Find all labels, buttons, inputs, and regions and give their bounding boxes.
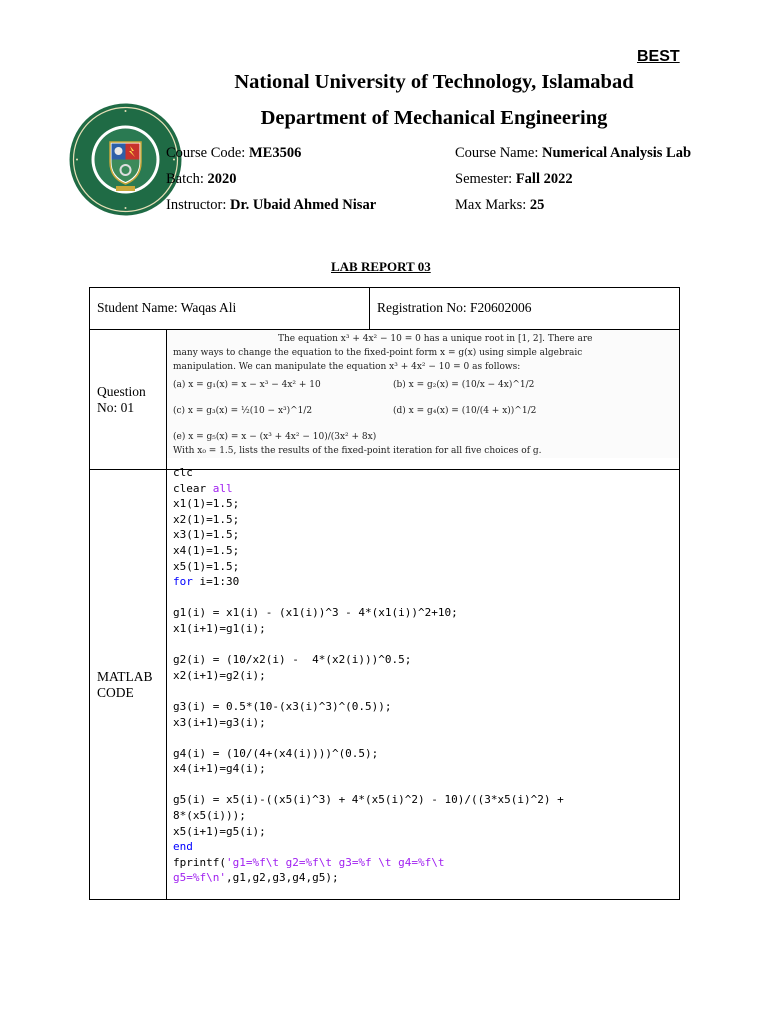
code-line: g4(i) = (10/(4+(x4(i))))^(0.5);	[173, 746, 379, 760]
code-line: g2(i) = (10/x2(i) - 4*(x2(i)))^0.5;	[173, 653, 412, 667]
option-a: (a) x = g₁(x) = x − x³ − 4x² + 10	[173, 380, 321, 390]
code-line: fprintf(	[173, 855, 226, 869]
code-keyword: all	[212, 481, 233, 495]
question-row	[90, 330, 680, 470]
semester: Semester: Fall 2022	[455, 171, 573, 187]
batch: Batch: 2020	[166, 171, 237, 187]
code-keyword: end	[173, 840, 193, 854]
student-name-cell	[90, 288, 370, 330]
matlab-code-label: MATLAB CODE	[97, 668, 153, 700]
best-tag: BEST	[637, 48, 680, 65]
code-line: x2(i+1)=g2(i);	[173, 668, 266, 682]
code-line: g1(i) = x1(i) - (x1(i))^3 - 4*(x1(i))^2+10;	[173, 606, 458, 620]
code-line: g3(i) = 0.5*(10-(x3(i)^3)^(0.5));	[173, 699, 392, 713]
question-label: Question No: 01	[97, 383, 146, 415]
question-image	[167, 330, 679, 458]
question-label-cell	[90, 330, 167, 470]
code-line: x1(i+1)=g1(i);	[173, 621, 266, 635]
code-line: x1(1)=1.5;	[173, 497, 240, 511]
code-line: x5(1)=1.5;	[173, 559, 240, 573]
code-line: x3(1)=1.5;	[173, 528, 240, 542]
code-content-cell	[167, 466, 680, 900]
code-line: g5(i) = x5(i)-((x5(i)^3) + 4*(x5(i)^2) - 10)/((3*x5(i)^2) +	[173, 793, 564, 807]
code-row	[90, 470, 680, 900]
question-options-ab	[173, 378, 675, 392]
code-line: x4(1)=1.5;	[173, 543, 240, 557]
course-name: Course Name: Numerical Analysis Lab	[455, 145, 692, 161]
student-name: Student Name: Waqas Ali	[97, 300, 237, 315]
lab-report-title: LAB REPORT 03	[331, 259, 431, 274]
code-line: x4(i+1)=g4(i);	[173, 762, 266, 776]
code-line: i=1:30	[192, 575, 240, 589]
code-line: x5(i+1)=g5(i);	[173, 824, 266, 838]
question-line-2: many ways to change the equation to the fixed-point form x = g(x) using simple algebraic	[173, 348, 583, 358]
max-marks: Max Marks: 25	[455, 197, 545, 213]
code-string: g5=%f\n'	[173, 871, 226, 885]
report-table	[89, 287, 680, 900]
matlab-code-block	[167, 465, 679, 886]
code-line: ,g1,g2,g3,g4,g5);	[225, 871, 339, 885]
code-line: clear	[173, 481, 213, 495]
registration-number: Registration No: F20602006	[377, 300, 532, 315]
option-b: (b) x = g₂(x) = (10/x − 4x)^1/2	[393, 380, 535, 390]
option-c: (c) x = g₃(x) = ½(10 − x³)^1/2	[173, 406, 313, 416]
question-line-3: manipulation. We can manipulate the equation x³ + 4x² − 10 = 0 as follows:	[173, 362, 521, 372]
course-code: Course Code: ME3506	[166, 145, 302, 161]
code-line: x3(i+1)=g3(i);	[173, 715, 266, 729]
question-content-cell	[167, 330, 680, 470]
code-line: x2(1)=1.5;	[173, 512, 240, 526]
code-line: clc	[173, 466, 193, 479]
department-title: Department of Mechanical Engineering	[260, 107, 608, 129]
student-row	[90, 288, 680, 330]
option-e: (e) x = g₅(x) = x − (x³ + 4x² − 10)/(3x² + 8x)	[173, 432, 377, 442]
code-label-cell	[90, 470, 167, 900]
code-line: 8*(x5(i)));	[173, 809, 246, 823]
option-d: (d) x = g₄(x) = (10/(4 + x))^1/2	[393, 406, 537, 416]
code-keyword: for	[173, 575, 193, 589]
question-options-cd	[173, 404, 675, 418]
instructor: Instructor: Dr. Ubaid Ahmed Nisar	[166, 197, 377, 213]
question-line-1: The equation x³ + 4x² − 10 = 0 has a unique root in [1, 2]. There are	[278, 334, 593, 344]
registration-cell	[370, 288, 680, 330]
code-string: 'g1=%f\t g2=%f\t g3=%f \t g4=%f\t	[225, 855, 445, 869]
question-last-line: With x₀ = 1.5, lists the results of the fixed-point iteration for all five choices of g.	[173, 446, 542, 456]
university-title: National University of Technology, Islamabad	[234, 71, 634, 93]
